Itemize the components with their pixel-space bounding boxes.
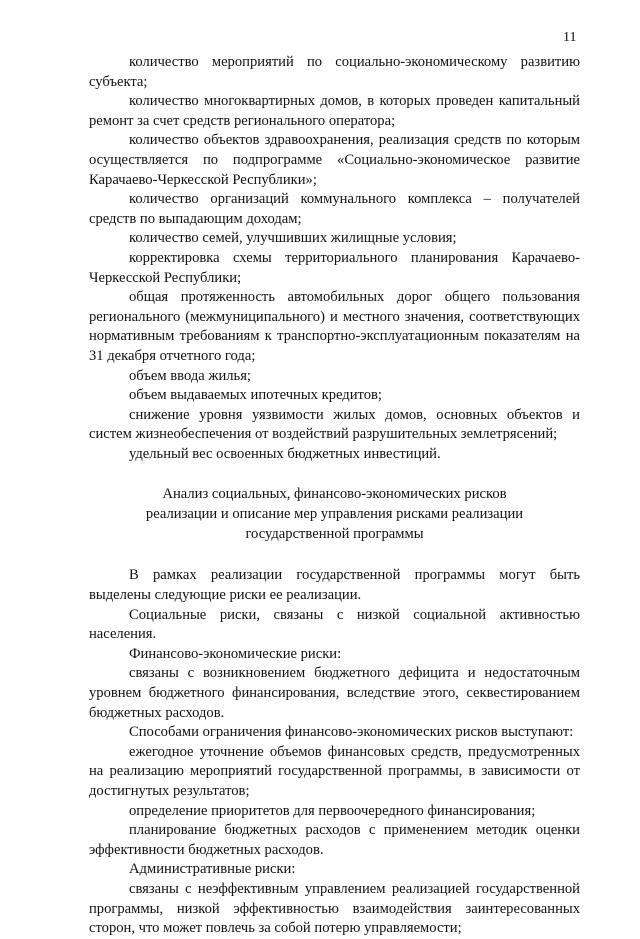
list-item: количество многоквартирных домов, в которых проведен капитальный ремонт за счет средств регионального оператора; [89, 93, 580, 129]
list-item: объем ввода жилья; [129, 367, 251, 384]
section-heading [89, 484, 580, 544]
paragraph: ежегодное уточнение объемов финансовых средств, предусмотренных на реализацию мероприятий государственной программы, в зависимости от достигнутых результатов; [89, 743, 580, 799]
list-item: количество объектов здравоохранения, реализация средств по которым осуществляется по подпрограмме «Социально-экономическое развитие Карачаево-Черкесской Республики»; [89, 132, 580, 188]
paragraph: Социальные риски, связаны с низкой социальной активностью населения. [89, 606, 580, 643]
list-item: количество мероприятий по социально-экономическому развитию субъекта; [89, 54, 580, 90]
list-item: общая протяженность автомобильных дорог общего пользования регионального (межмуниципального) и местного значения, соответствующих нормативным требованиям к транспортно-эксплуатационным показателям на 31 декабря отчетного года; [89, 289, 580, 364]
paragraph: связаны с неэффективным управлением реализацией государственной программы, низкой эффективностью взаимодействия заинтересованных сторон, что может повлечь за собой потерю управляемости; [89, 880, 580, 937]
paragraph: В рамках реализации государственной программы могут быть выделены следующие риски ее реализации. [89, 567, 580, 604]
list-item: снижение уровня уязвимости жилых домов, основных объектов и систем жизнеобеспечения от воздействий разрушительных землетрясений; [89, 406, 580, 443]
list-item: количество семей, улучшивших жилищные условия; [129, 230, 457, 247]
list-item: корректировка схемы территориального планирования Карачаево-Черкесской Республики; [89, 249, 580, 286]
page-number: 11 [563, 30, 577, 45]
list-item: объем выдаваемых ипотечных кредитов; [129, 387, 382, 404]
list-item: количество организаций коммунального комплекса – получателей средств по выпадающим доходам; [89, 191, 580, 227]
paragraph: определение приоритетов для первоочередного финансирования; [129, 802, 536, 819]
list-item: удельный вес освоенных бюджетных инвестиций. [129, 445, 441, 462]
paragraph: планирование бюджетных расходов с применением методик оценки эффективности бюджетных расходов. [89, 822, 580, 858]
paragraph: связаны с возникновением бюджетного дефицита и недостаточным уровнем бюджетного финансирования, вследствие этого, секвестированием бюджетных расходов. [89, 665, 580, 721]
paragraph: Способами ограничения финансово-экономических рисков выступают: [129, 724, 574, 741]
document-body [89, 53, 580, 939]
paragraph: Финансово-экономические риски: [129, 645, 342, 662]
heading-line: государственной программы [245, 526, 424, 543]
paragraph: Административные риски: [129, 861, 296, 878]
heading-line: реализации и описание мер управления рисками реализации [145, 506, 524, 523]
heading-line: Анализ социальных, финансово-экономических рисков [162, 486, 507, 503]
